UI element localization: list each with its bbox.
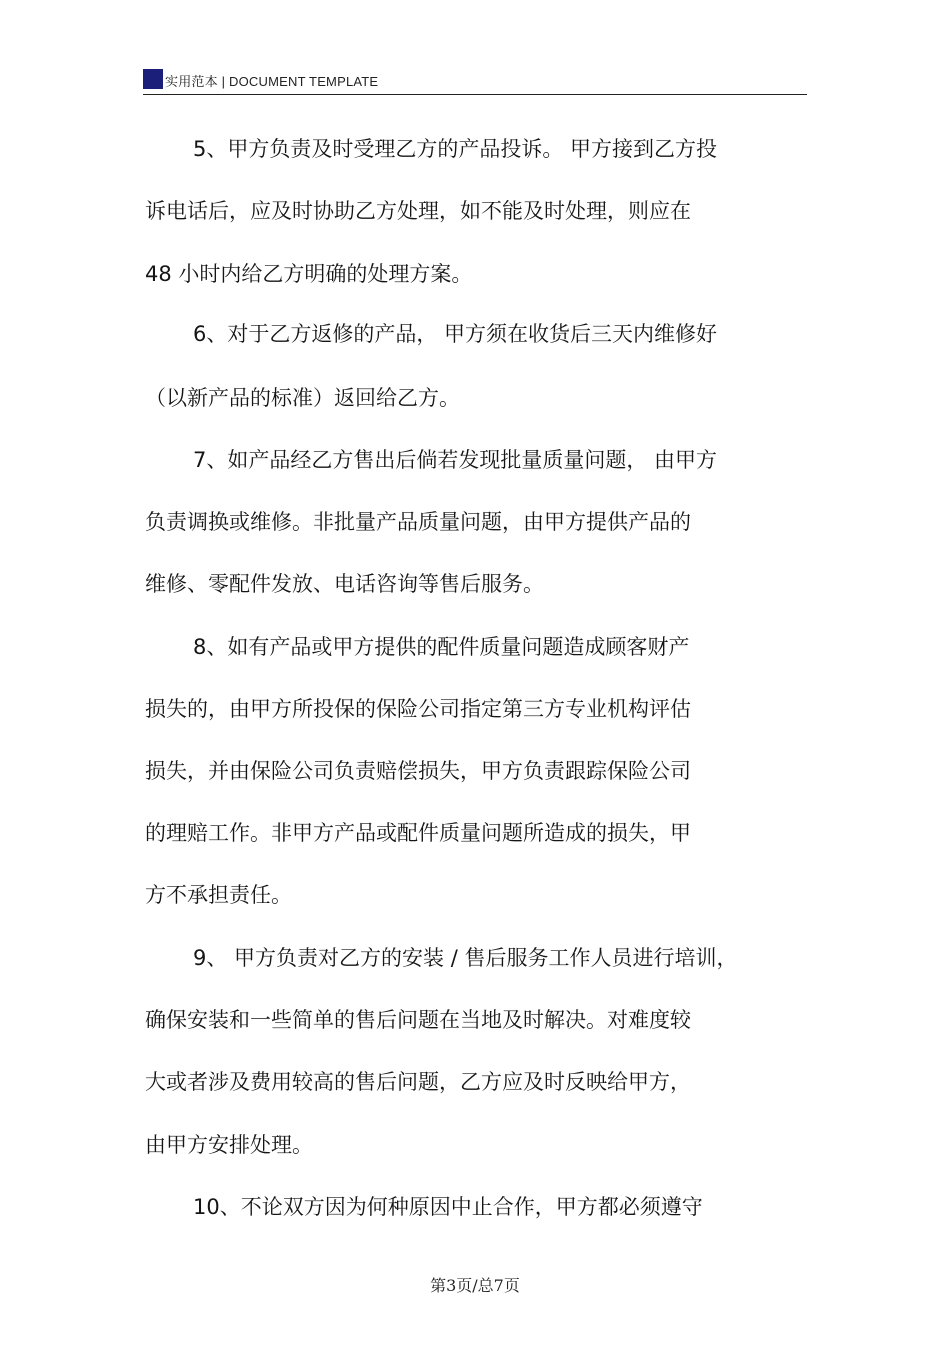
text-line: 48 小时内给乙方明确的处理方案。 [145, 262, 473, 286]
text-line: 维修、零配件发放、电话咨询等售后服务。 [145, 572, 544, 596]
text-line: 6、对于乙方返修的产品， 甲方须在收货后三天内维修好 [193, 322, 718, 346]
text-line: 7、如产品经乙方售出后倘若发现批量质量问题， 由甲方 [193, 448, 718, 472]
text-line: 由甲方安排处理。 [145, 1133, 313, 1157]
page-header [143, 68, 807, 95]
text-line: 确保安装和一些简单的售后问题在当地及时解决。对难度较 [145, 1008, 691, 1032]
text-line: 诉电话后，应及时协助乙方处理，如不能及时处理，则应在 [145, 199, 691, 223]
text-line: 5、甲方负责及时受理乙方的产品投诉。 甲方接到乙方投 [193, 137, 718, 161]
text-line: 9、 甲方负责对乙方的安装 / 售后服务工作人员进行培训， [193, 946, 738, 970]
text-line: 8、如有产品或甲方提供的配件质量问题造成顾客财产 [193, 635, 690, 659]
text-line: （以新产品的标准）返回给乙方。 [145, 386, 460, 410]
header-label: 实用范本 | DOCUMENT TEMPLATE [165, 74, 379, 89]
text-line: 大或者涉及费用较高的售后问题，乙方应及时反映给甲方， [145, 1070, 691, 1094]
text-line: 损失，并由保险公司负责赔偿损失，甲方负责跟踪保险公司 [145, 759, 691, 783]
text-line: 负责调换或维修。非批量产品质量问题，由甲方提供产品的 [145, 510, 691, 534]
logo-square-icon [143, 69, 163, 89]
text-line: 方不承担责任。 [145, 883, 292, 907]
text-line: 的理赔工作。非甲方产品或配件质量问题所造成的损失，甲 [145, 821, 691, 845]
text-line: 10、不论双方因为何种原因中止合作，甲方都必须遵守 [193, 1195, 703, 1219]
page-number: 第3页/总7页 [430, 1276, 520, 1295]
text-line: 损失的，由甲方所投保的保险公司指定第三方专业机构评估 [145, 697, 691, 721]
